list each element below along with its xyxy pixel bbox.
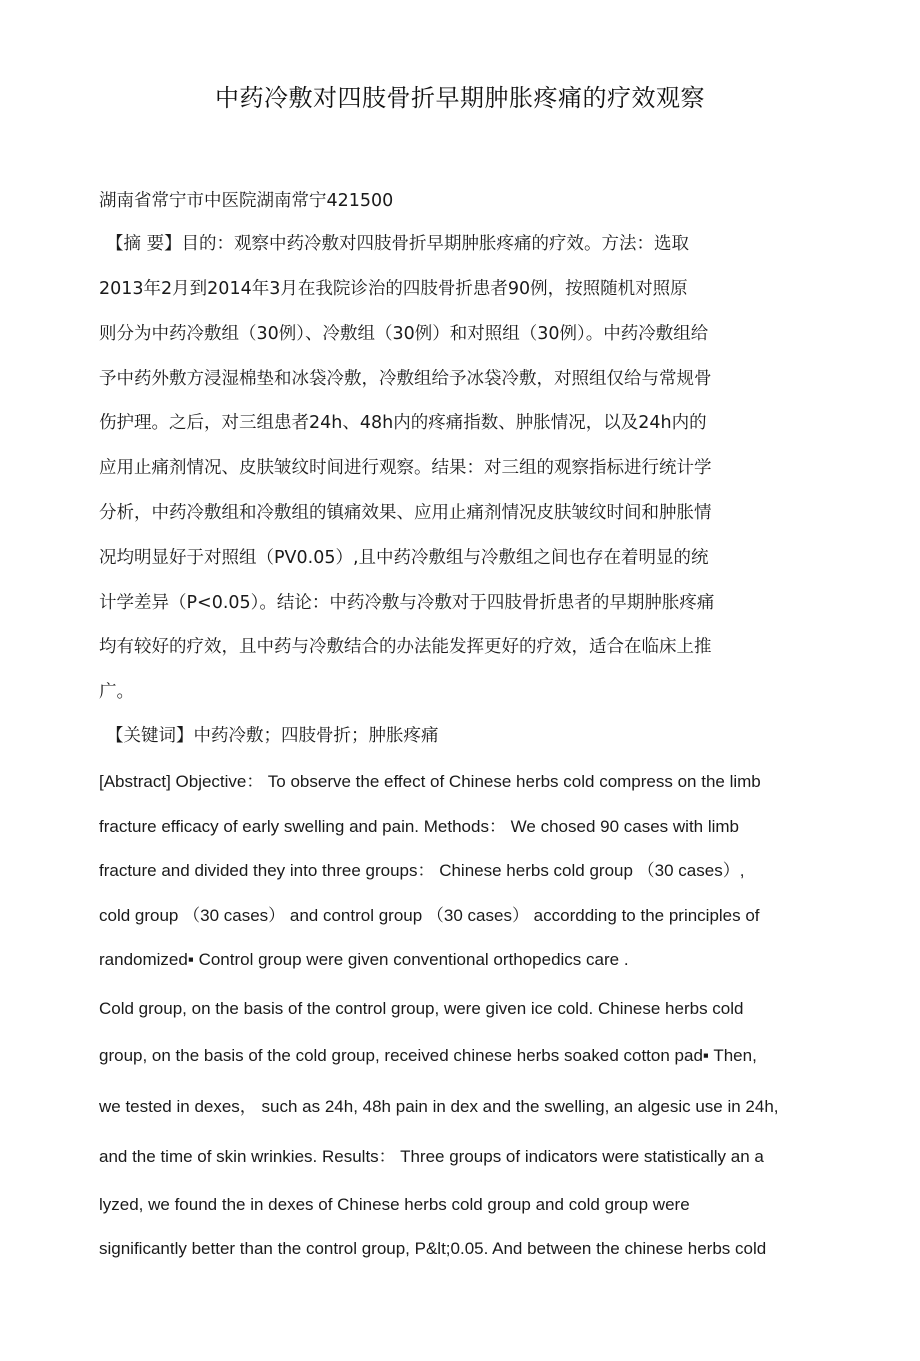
abstract-en-line-11: significantly better than the control group, P&lt;0.05. And between the chinese herbs cold bbox=[99, 1239, 767, 1258]
abstract-en-line-10: lyzed, we found the in dexes of Chinese herbs cold group and cold group were bbox=[99, 1195, 690, 1214]
abstract-en-line-6: Cold group, on the basis of the control group, were given ice cold. Chinese herbs cold bbox=[99, 999, 744, 1018]
abstract-en-line-8: we tested in dexes， such as 24h, 48h pain in dex and the swelling, an algesic use in 24h, bbox=[99, 1097, 779, 1116]
abstract-cn-line-9: 计学差异（P<0.05）。结论：中药冷敷与冷敷对于四肢骨折患者的早期肿胀疼痛 bbox=[99, 593, 715, 613]
abstract-en-line-3: fracture and divided they into three groups： Chinese herbs cold group （30 cases）, bbox=[99, 861, 745, 880]
abstract-cn-line-4: 予中药外敷方浸湿棉垫和冰袋冷敷，冷敷组给予冰袋冷敷，对照组仅给与常规骨 bbox=[99, 369, 712, 389]
page-title: 中药冷敷对四肢骨折早期肿胀疼痛的疗效观察 bbox=[215, 84, 705, 112]
abstract-cn-line-6: 应用止痛剂情况、皮肤皱纹时间进行观察。结果：对三组的观察指标进行统计学 bbox=[99, 458, 712, 478]
abstract-cn-line-10: 均有较好的疗效，且中药与冷敷结合的办法能发挥更好的疗效，适合在临床上推 bbox=[99, 637, 712, 657]
author-affiliation: 湖南省常宁市中医院湖南常宁421500 bbox=[99, 191, 394, 211]
abstract-en-line-7: group, on the basis of the cold group, received chinese herbs soaked cotton pad▪ Then, bbox=[99, 1046, 757, 1065]
abstract-cn-line-1: 【摘 要】目的：观察中药冷敷对四肢骨折早期肿胀疼痛的疗效。方法：选取 bbox=[106, 234, 690, 254]
abstract-en-line-1: [Abstract] Objective： To observe the effect of Chinese herbs cold compress on the limb bbox=[99, 772, 761, 791]
abstract-cn-line-2: 2013年2月到2014年3月在我院诊治的四肢骨折患者90例，按照随机对照原 bbox=[99, 279, 688, 299]
abstract-en-line-9: and the time of skin wrinkies. Results： Three groups of indicators were statistically an a bbox=[99, 1147, 764, 1166]
abstract-cn-line-11: 广。 bbox=[99, 682, 134, 702]
abstract-en-line-4: cold group （30 cases） and control group （30 cases） accordding to the principles of bbox=[99, 906, 760, 925]
abstract-cn-line-5: 伤护理。之后，对三组患者24h、48h内的疼痛指数、肿胀情况，以及24h内的 bbox=[99, 413, 707, 433]
abstract-en-line-2: fracture efficacy of early swelling and pain. Methods： We chosed 90 cases with limb bbox=[99, 817, 740, 836]
abstract-en-line-5: randomized▪ Control group were given conventional orthopedics care . bbox=[99, 950, 629, 969]
abstract-cn-line-7: 分析，中药冷敷组和冷敷组的镇痛效果、应用止痛剂情况皮肤皱纹时间和肿胀情 bbox=[99, 503, 712, 523]
abstract-cn-line-8: 况均明显好于对照组（PV0.05）,且中药冷敷组与冷敷组之间也存在着明显的统 bbox=[99, 548, 709, 568]
keywords: 【关键词】中药冷敷；四肢骨折；肿胀疼痛 bbox=[106, 726, 439, 746]
abstract-cn-line-3: 则分为中药冷敷组（30例）、冷敷组（30例）和对照组（30例）。中药冷敷组给 bbox=[99, 324, 709, 344]
